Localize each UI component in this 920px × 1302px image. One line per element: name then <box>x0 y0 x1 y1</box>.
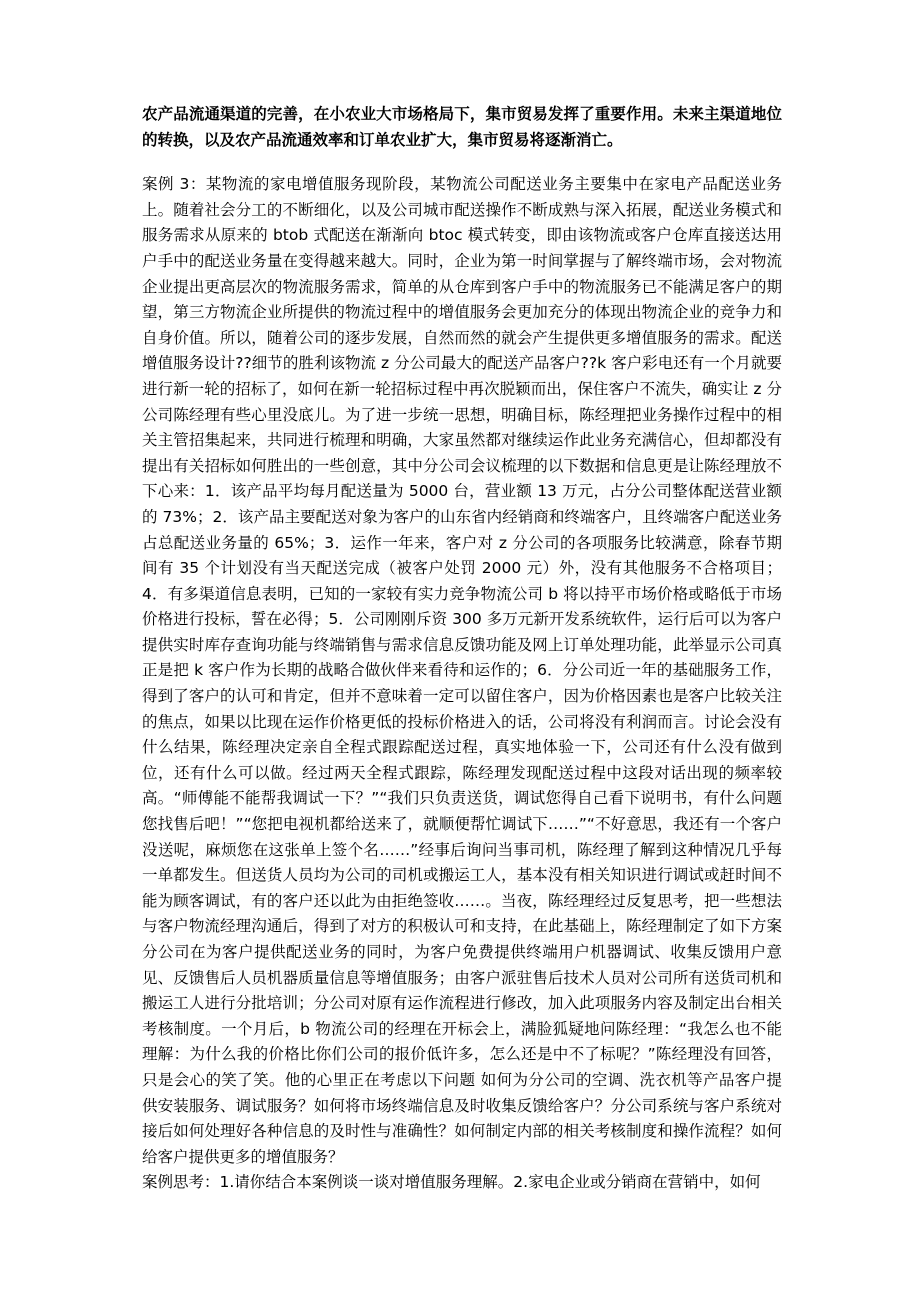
intro-paragraph: 农产品流通渠道的完善，在小农业大市场格局下，集市贸易发挥了重要作用。未来主渠道地位的转换，以及农产品流通效率和订单农业扩大，集市贸易将逐渐消亡。 <box>142 105 782 149</box>
document-body <box>142 102 782 1196</box>
case-questions-paragraph: 案例思考：1.请你结合本案例谈一谈对增值服务理解。2.家电企业或分销商在营销中，如何 <box>142 1173 761 1192</box>
case-paragraph: 案例 3：某物流的家电增值服务现阶段，某物流公司配送业务主要集中在家电产品配送业务上。随着社会分工的不断细化，以及公司城市配送操作不断成熟与深入拓展，配送业务模式和服务需求从原来的 btob 式配送在渐渐向 btoc 模式转变，即由该物流或客户仓库直接送达用户手中的配送业务量在变得越来越大。同时，企业为第一时间掌握与了解终端市场，会对物流企业提出更高层次的物流服务需求，简单的从仓库到客户手中的物流服务已不能满足客户的期望，第三方物流企业所提供的物流过程中的增值服务会更加充分的体现出物流企业的竞争力和自身价值。所以，随着公司的逐步发展，自然而然的就会产生提供更多增值服务的需求。配送增值服务设计??细节的胜利该物流 z 分公司最大的配送产品客户??k 客户彩电还有一个月就要进行新一轮的招标了，如何在新一轮招标过程中再次脱颖而出，保住客户不流失，确实让 z 分公司陈经理有些心里没底儿。为了进一步统一思想，明确目标，陈经理把业务操作过程中的相关主管招集起来，共同进行梳理和明确，大家虽然都对继续运作此业务充满信心，但却都没有提出有关招标如何胜出的一些创意，其中分公司会议梳理的以下数据和信息更是让陈经理放不下心来：1．该产品平均每月配送量为 5000 台，营业额 13 万元，占分公司整体配送营业额的 73%；2．该产品主要配送对象为客户的山东省内经销商和终端客户，且终端客户配送业务占总配送业务量的 65%；3．运作一年来，客户对 z 分公司的各项服务比较满意，除春节期间有 35 个计划没有当天配送完成（被客户处罚 2000 元）外，没有其他服务不合格项目；4．有多渠道信息表明，已知的一家较有实力竞争物流公司 b 将以持平市场价格或略低于市场价格进行投标，誓在必得；5．公司刚刚斥资 300 多万元新开发系统软件，运行后可以为客户提供实时库存查询功能与终端销售与需求信息反馈功能及网上订单处理功能，此举显示公司真正是把 k 客户作为长期的战略合做伙伴来看待和运作的；6．分公司近一年的基础服务工作，得到了客户的认可和肯定，但并不意味着一定可以留住客户，因为价格因素也是客户比较关注的焦点，如果以比现在运作价格更低的投标价格进入的话，公司将没有利润而言。讨论会没有什么结果，陈经理决定亲自全程式跟踪配送过程，真实地体验一下，公司还有什么没有做到位，还有什么可以做。经过两天全程式跟踪，陈经理发现配送过程中这段对话出现的频率较高。“师傅能不能帮我调试一下？”“我们只负责送货，调试您得自己看下说明书，有什么问题您找售后吧！”“您把电视机都给送来了，就顺便帮忙调试下……”“不好意思，我还有一个客户没送呢，麻烦您在这张单上签个名……”经事后询问当事司机，陈经理了解到这种情况几乎每一单都发生。但送货人员均为公司的司机或搬运工人，基本没有相关知识进行调试或赶时间不能为顾客调试，有的客户还以此为由拒绝签收……。当夜，陈经理经过反复思考，把一些想法与客户物流经理沟通后，得到了对方的积极认可和支持，在此基础上，陈经理制定了如下方案 分公司在为客户提供配送业务的同时，为客户免费提供终端用户机器调试、收集反馈用户意见、反馈售后人员机器质量信息等增值服务；由客户派驻售后技术人员对公司所有送货司机和搬运工人进行分批培训；分公司对原有运作流程进行修改，加入此项服务内容及制定出台相关考核制度。一个月后，b 物流公司的经理在开标会上，满脸狐疑地问陈经理：“我怎么也不能理解：为什么我的价格比你们公司的报价低许多，怎么还是中不了标呢？”陈经理没有回答，只是会心的笑了笑。他的心里正在考虑以下问题 如何为分公司的空调、洗衣机等产品客户提供安装服务、调试服务？如何将市场终端信息及时收集反馈给客户？分公司系统与客户系统对接后如何处理好各种信息的及时性与准确性？如何制定内部的相关考核制度和操作流程？如何给客户提供更多的增值服务？ <box>142 175 782 1166</box>
